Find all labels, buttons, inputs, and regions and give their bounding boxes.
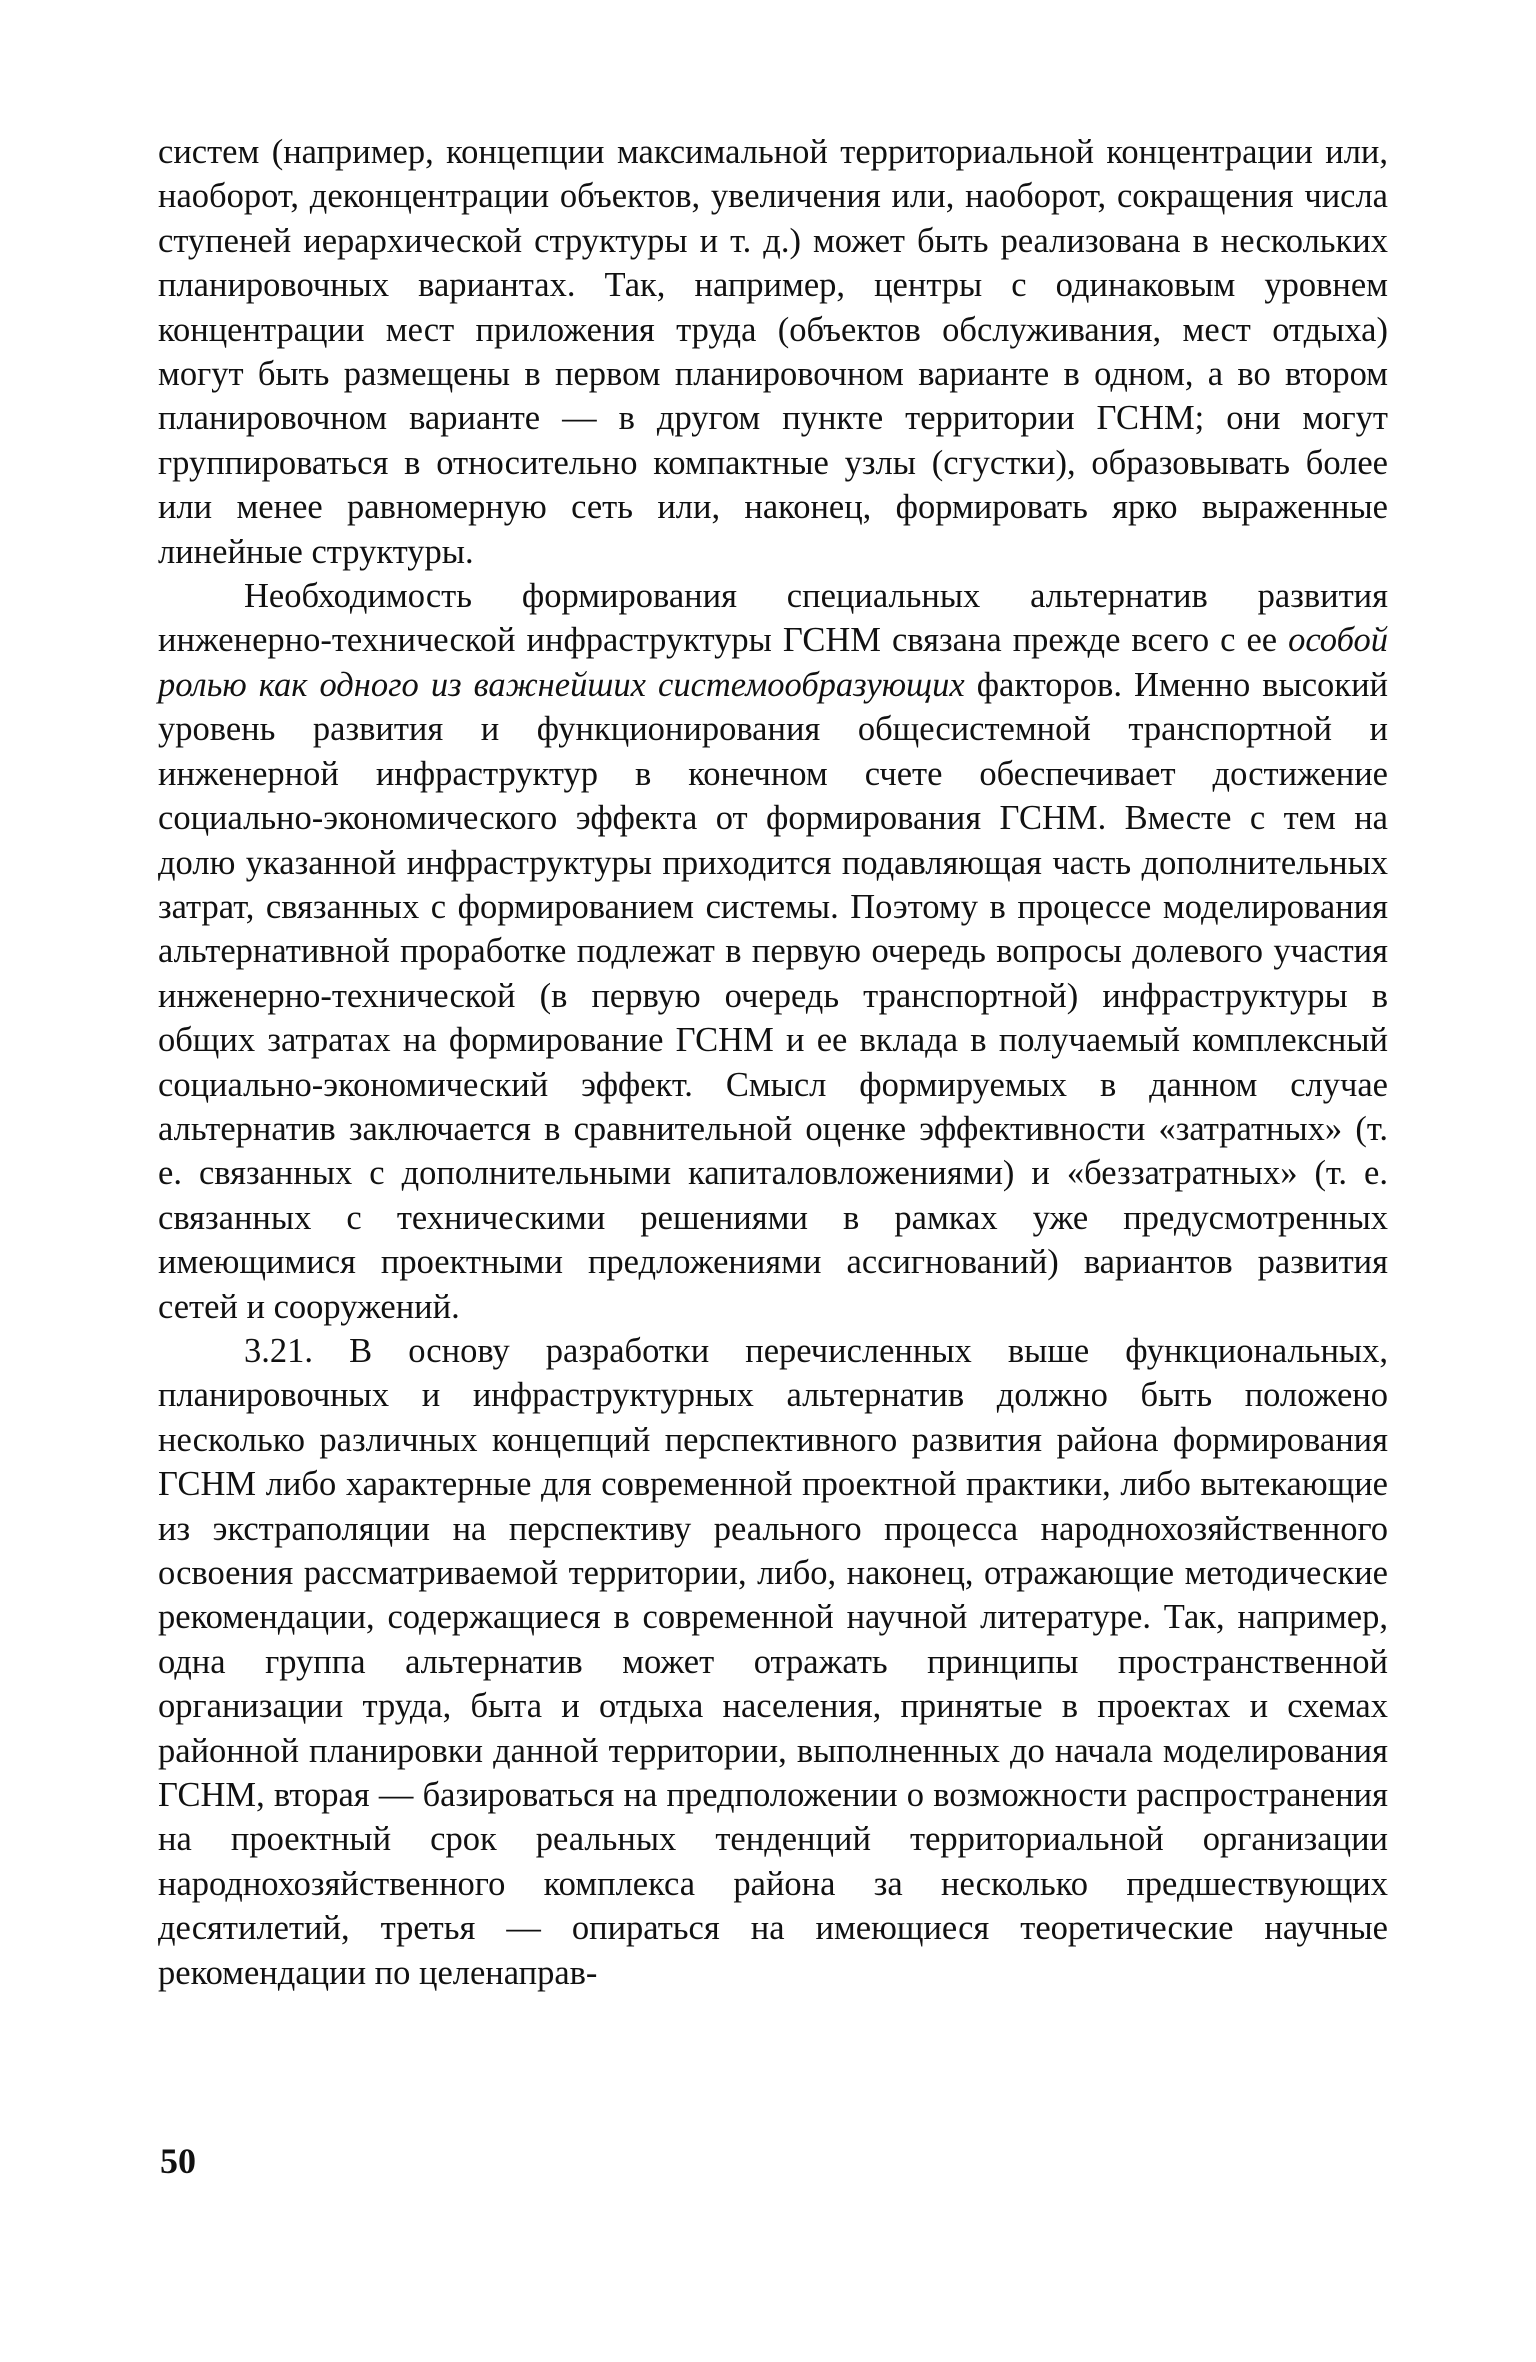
paragraph-2-end: факторов. Именно высокий уровень развития и функционирования общесистемной транспортной и инженерной инфраструктур в конечном счете обеспечивает достижение социально-экономического эффекта от формирования ГСНМ. Вместе с тем на долю указанной инфраструктуры приходится подавляющая часть дополнительных затрат, связанных с формированием системы. Поэтому в процессе моделирования альтернативной проработке подлежат в первую очередь вопросы долевого участия инженерно-технической (в первую очередь транспортной) инфраструктуры в общих затратах на формирование ГСНМ и ее вклада в получаемый комплексный социально-экономический эффект. Смысл формируемых в данном случае альтернатив заключается в сравнительной оценке эффективности «затратных» (т. е. связанных с дополнительными капиталовложениями) и «беззатратных» (т. е. связанных с техническими решениями в рамках уже предусмотренных имеющимися проектными предложениями ассигнований) вариантов развития сетей и сооружений. [158, 665, 1388, 1326]
paragraph-3 [158, 1329, 1388, 1995]
section-number: 3.21. [244, 1331, 313, 1370]
paragraph-1: систем (например, концепции максимальной территориальной концентрации или, наоборот, деконцентрации объектов, увеличения или, наоборот, сокращения числа ступеней иерархической структуры и т. д.) может быть реализована в нескольких планировочных вариантах. Так, например, центры с одинаковым уровнем концентрации мест приложения труда (объектов обслуживания, мест отдыха) могут быть размещены в первом планировочном варианте в одном, а во втором планировочном варианте — в другом пункте территории ГСНМ; они могут группироваться в относительно компактные узлы (сгустки), образовывать более или менее равномерную сеть или, наконец, формировать ярко выраженные линейные структуры. [158, 133, 1388, 571]
paragraph-2-italic: особой ролью как одного из важнейших системообразующих [158, 621, 1388, 704]
body-text [158, 130, 1388, 1995]
paragraph-2 [158, 574, 1388, 1329]
page-number: 50 [160, 2141, 196, 2181]
paragraph-3-text: В основу разработки перечисленных выше функциональных, планировочных и инфраструктурных альтернатив должно быть положено несколько различных концепций перспективного развития района формирования ГСНМ либо характерные для современной проектной практики, либо вытекающие из экстраполяции на перспективу реального процесса народнохозяйственного освоения рассматриваемой территории, либо, наконец, отражающие методические рекомендации, содержащиеся в современной научной литературе. Так, например, одна группа альтернатив может отражать принципы пространственной организации труда, быта и отдыха населения, принятые в проектах и схемах районной планировки данной территории, выполненных до начала моделирования ГСНМ, вторая — базироваться на предположении о возможности распространения на проектный срок реальных тенденций территориальной организации народнохозяйственного комплекса района за несколько предшествующих десятилетий, третья — опираться на имеющиеся теоретические научные рекомендации по целенаправ- [158, 1331, 1388, 1992]
paragraph-2-start: Необходимость формирования специальных альтернатив развития инженерно-технической инфраструктуры ГСНМ связана прежде всего с ее [158, 577, 1388, 660]
